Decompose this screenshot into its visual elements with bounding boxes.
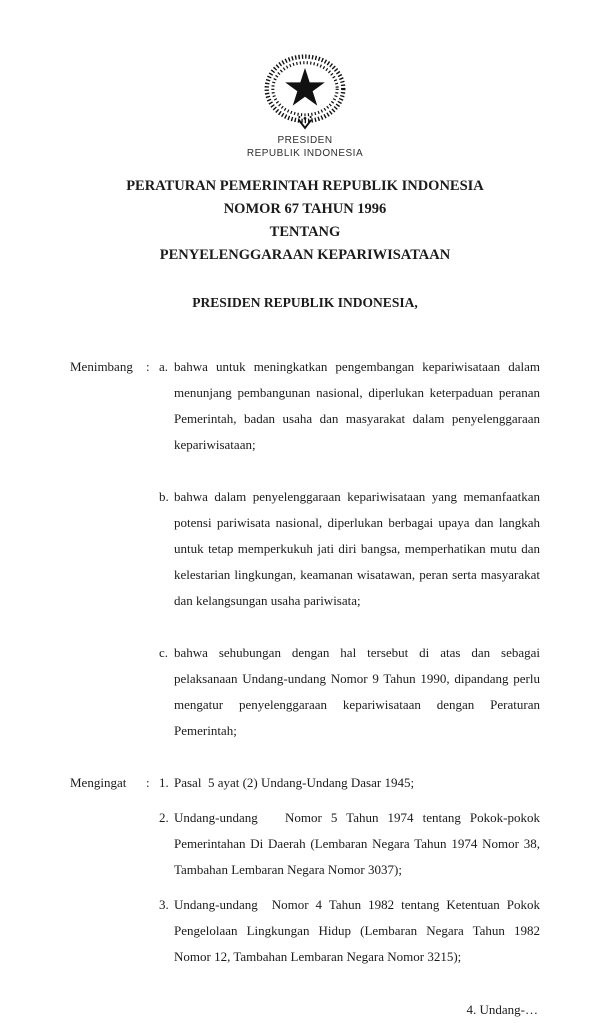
item-marker: b. bbox=[159, 489, 169, 504]
section-colon: : bbox=[146, 359, 150, 374]
section-mengingat bbox=[70, 770, 540, 979]
title-line-nomor: NOMOR 67 TAHUN 1996 bbox=[223, 201, 387, 217]
item-marker: 3. bbox=[159, 897, 169, 912]
item-text: Pasal 5 ayat (2) Undang-Undang Dasar 1945; bbox=[174, 775, 415, 790]
item-text: bahwa untuk meningkatkan pengembangan kepariwisataan dalam menunjang pembangunan nasional, diperlukan keterpaduan peranan Pemerintah, badan usaha dan masyarakat dalam penyelenggaraan kepariwisataan; bbox=[174, 359, 540, 452]
item-marker: c. bbox=[159, 645, 169, 660]
page-catchword: 4. Undang-… bbox=[466, 1002, 538, 1017]
section-label: Mengingat bbox=[70, 775, 127, 790]
title-line-peraturan: PERATURAN PEMERINTAH REPUBLIK INDONESIA bbox=[126, 178, 484, 194]
letterhead-presiden: PRESIDEN bbox=[277, 135, 333, 146]
letterhead bbox=[70, 54, 540, 160]
section-items bbox=[159, 354, 540, 770]
item-text: bahwa sehubungan dengan hal tersebut di atas dan sebagai pelaksanaan Undang-undang Nomor 9 Tahun 1990, dipandang perlu mengatur penyelenggaraan kepariwisataan dengan Peraturan Pemerintah; bbox=[174, 645, 540, 738]
list-item bbox=[159, 805, 540, 883]
item-text: Undang-undang Nomor 5 Tahun 1974 tentang Pokok-pokok Pemerintahan Di Daerah (Lembaran Negara Tahun 1974 Nomor 38, Tambahan Lembaran Negara Nomor 3037); bbox=[174, 810, 540, 877]
list-item bbox=[159, 770, 540, 796]
list-item bbox=[159, 892, 540, 970]
item-marker: a. bbox=[159, 359, 169, 374]
list-item bbox=[159, 484, 540, 614]
item-marker: 2. bbox=[159, 810, 169, 825]
letterhead-republik-indonesia: REPUBLIK INDONESIA bbox=[246, 148, 364, 159]
section-colon: : bbox=[146, 775, 150, 790]
section-label: Menimbang bbox=[70, 359, 133, 374]
clauses bbox=[70, 354, 540, 979]
title-line-tentang: TENTANG bbox=[269, 224, 341, 240]
presidential-star-wreath-emblem-icon bbox=[257, 54, 353, 134]
title-line-subject: PENYELENGGARAAN KEPARIWISATAAN bbox=[159, 247, 451, 263]
list-item bbox=[159, 640, 540, 744]
item-text: Undang-undang Nomor 4 Tahun 1982 tentang Ketentuan Pokok Pengelolaan Lingkungan Hidup (Lembaran Negara Tahun 1982 Nomor 12, Tambahan Lembaran Negara Nomor 3215); bbox=[174, 897, 540, 964]
item-text: bahwa dalam penyelenggaraan kepariwisataan yang memanfaatkan potensi pariwisata nasional, diperlukan berbagai upaya dan langkah untuk tetap memperkukuh jati diri bangsa, memperhatikan mutu dan kelestarian lingkungan, keamanan wisatawan, peran serta masyarakat dan kelangsungan usaha pariwisata; bbox=[174, 489, 540, 608]
item-marker: 1. bbox=[159, 775, 169, 790]
list-item bbox=[159, 354, 540, 458]
salutation: PRESIDEN REPUBLIK INDONESIA, bbox=[192, 295, 418, 310]
section-items bbox=[159, 770, 540, 979]
document-title bbox=[70, 175, 540, 267]
section-menimbang bbox=[70, 354, 540, 770]
